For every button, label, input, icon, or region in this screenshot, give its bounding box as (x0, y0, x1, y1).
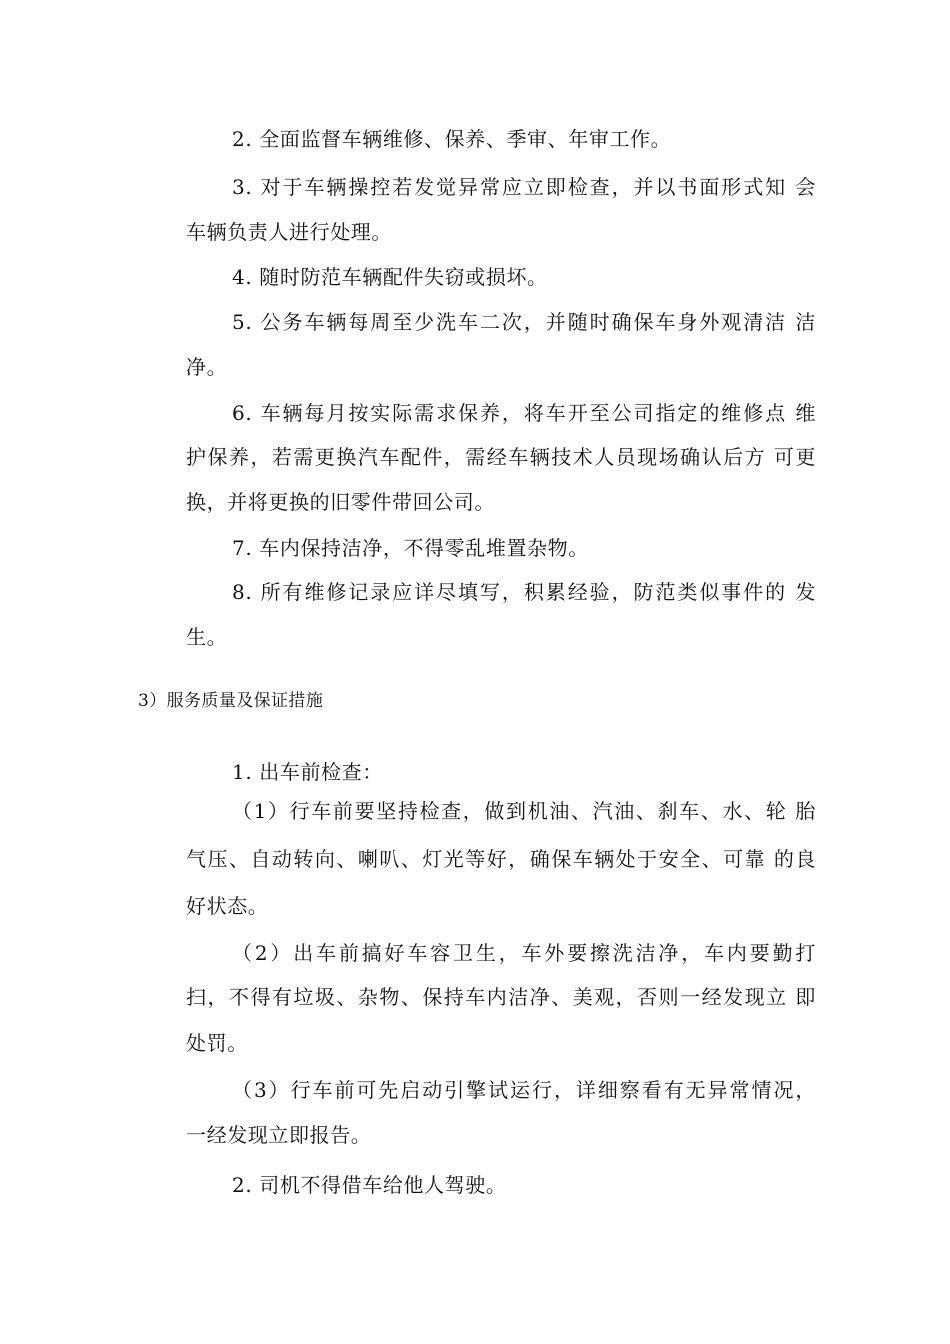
check-2-line-1: （2）出车前搞好车容卫生，车外要擦洗洁净，车内要勤打 (232, 941, 816, 965)
rule-2-line: 2. 司机不得借车给他人驾驶。 (232, 1173, 507, 1197)
check-3-line-1: （3）行车前可先启动引擎试运行，详细察看有无异常情况， (232, 1078, 816, 1102)
item-6-line-3: 换，并将更换的旧零件带回公司。 (186, 490, 495, 514)
item-3-line-1: 3. 对于车辆操控若发觉异常应立即检查，并以书面形式知 会 (232, 175, 816, 199)
item-7-line: 7. 车内保持洁净，不得零乱堆置杂物。 (232, 536, 589, 560)
item-6-line-1: 6. 车辆每月按实际需求保养，将车开至公司指定的维修点 维 (232, 401, 816, 425)
item-2-line: 2. 全面监督车辆维修、保养、季审、年审工作。 (232, 127, 672, 151)
check-1-line-2: 气压、自动转向、喇叭、灯光等好，确保车辆处于安全、可靠 的良 (186, 847, 816, 871)
check-3-line-2: 一经发现立即报告。 (186, 1123, 372, 1147)
item-3-line-2: 车辆负责人进行处理。 (186, 220, 392, 244)
item-8-line-2: 生。 (186, 625, 228, 649)
check-1-line-3: 好状态。 (186, 894, 269, 918)
check-2-line-3: 处罚。 (186, 1031, 248, 1055)
check-heading: 1. 出车前检查： (232, 760, 383, 784)
item-8-line-1: 8. 所有维修记录应详尽填写，积累经验，防范类似事件的 发 (232, 580, 816, 604)
item-6-line-2: 护保养，若需更换汽车配件，需经车辆技术人员现场确认后方 可更 (186, 445, 816, 469)
check-1-line-1: （1）行车前要坚持检查，做到机油、汽油、刹车、水、轮 胎 (232, 799, 816, 823)
check-2-line-2: 扫，不得有垃圾、杂物、保持车内洁净、美观，否则一经发现立 即 (186, 985, 816, 1009)
item-5-line-2: 净。 (186, 355, 228, 379)
item-5-line-1: 5. 公务车辆每周至少洗车二次，并随时确保车身外观清洁 洁 (232, 310, 816, 334)
section-heading: 3）服务质量及保证措施 (138, 691, 324, 711)
item-4-line: 4. 随时防范车辆配件失窃或损坏。 (232, 265, 548, 289)
